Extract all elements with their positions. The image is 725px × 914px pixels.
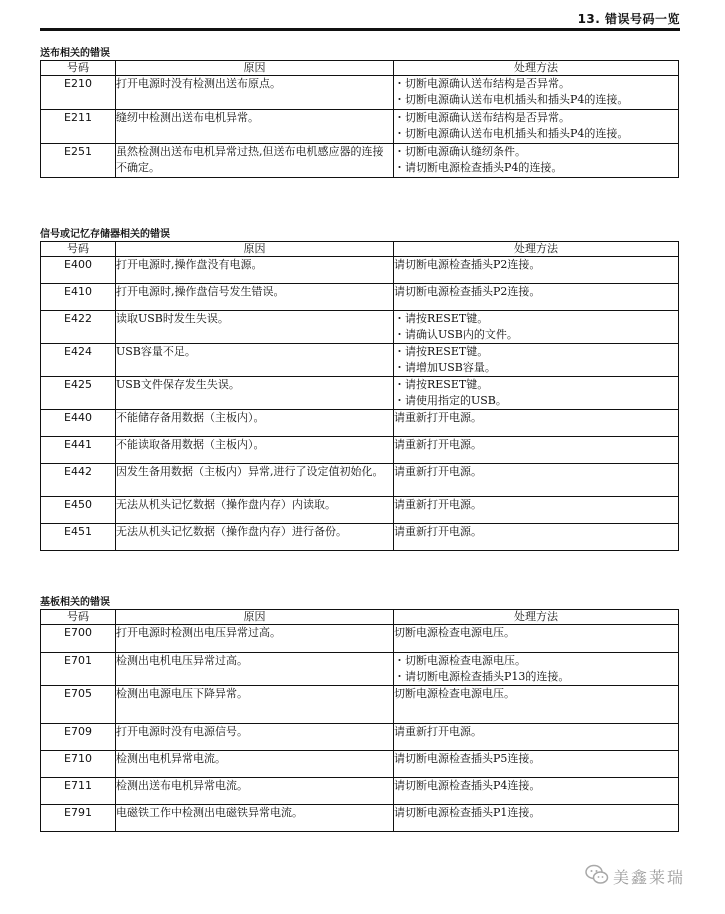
error-fix: 切断电源检查电源电压。	[394, 625, 679, 653]
table-row	[41, 653, 679, 686]
table-row	[41, 311, 679, 344]
error-cause: 打开电源时没有检测出送布原点。	[116, 76, 394, 110]
error-fix: 请重新打开电源。	[394, 497, 679, 524]
error-code: E711	[41, 778, 116, 805]
error-fix: 请重新打开电源。	[394, 724, 679, 751]
error-fix: ・切断电源确认缝纫条件。 ・请切断电源检查插头P4的连接。	[394, 144, 679, 178]
error-code: E400	[41, 257, 116, 284]
column-header-cause: 原因	[116, 610, 394, 625]
error-table-feed	[40, 60, 679, 178]
table-row	[41, 110, 679, 144]
section-title-signal: 信号或记忆存储器相关的错误	[40, 229, 170, 240]
table-row	[41, 464, 679, 497]
error-fix: 请重新打开电源。	[394, 464, 679, 497]
error-cause: 检测出送布电机异常电流。	[116, 778, 394, 805]
error-code: E442	[41, 464, 116, 497]
error-fix: ・请按RESET键。 ・请增加USB容量。	[394, 344, 679, 377]
error-code: E450	[41, 497, 116, 524]
error-cause: 无法从机头记忆数据（操作盘内存）内读取。	[116, 497, 394, 524]
error-code: E440	[41, 410, 116, 437]
table-row	[41, 377, 679, 410]
column-header-fix: 处理方法	[394, 610, 679, 625]
table-row	[41, 778, 679, 805]
error-cause: 缝纫中检测出送布电机异常。	[116, 110, 394, 144]
error-cause: 打开电源时,操作盘没有电源。	[116, 257, 394, 284]
table-row	[41, 805, 679, 832]
error-fix: 请切断电源检查插头P1连接。	[394, 805, 679, 832]
error-fix: 请重新打开电源。	[394, 524, 679, 551]
error-fix: 请重新打开电源。	[394, 410, 679, 437]
error-fix: 请切断电源检查插头P5连接。	[394, 751, 679, 778]
error-fix: ・切断电源确认送布结构是否异常。 ・切断电源确认送布电机插头和插头P4的连接。	[394, 110, 679, 144]
table-row	[41, 686, 679, 724]
error-code: E251	[41, 144, 116, 178]
table-row	[41, 497, 679, 524]
table-header-row	[41, 242, 679, 257]
error-table-board	[40, 609, 679, 832]
table-row	[41, 724, 679, 751]
table-row	[41, 410, 679, 437]
page-header	[40, 6, 680, 31]
error-code: E710	[41, 751, 116, 778]
error-cause: 打开电源时没有电源信号。	[116, 724, 394, 751]
error-code: E441	[41, 437, 116, 464]
column-header-cause: 原因	[116, 61, 394, 76]
table-row	[41, 751, 679, 778]
header-rule	[40, 28, 680, 31]
column-header-fix: 处理方法	[394, 61, 679, 76]
error-fix: ・请按RESET键。 ・请确认USB内的文件。	[394, 311, 679, 344]
error-cause: 读取USB时发生失误。	[116, 311, 394, 344]
error-fix: 请切断电源检查插头P2连接。	[394, 284, 679, 311]
error-code: E451	[41, 524, 116, 551]
error-code: E709	[41, 724, 116, 751]
error-code: E705	[41, 686, 116, 724]
error-cause: 检测出电机异常电流。	[116, 751, 394, 778]
table-row	[41, 144, 679, 178]
error-fix: ・请按RESET键。 ・请使用指定的USB。	[394, 377, 679, 410]
column-header-cause: 原因	[116, 242, 394, 257]
error-fix: ・切断电源确认送布结构是否异常。 ・切断电源确认送布电机插头和插头P4的连接。	[394, 76, 679, 110]
error-cause: 无法从机头记忆数据（操作盘内存）进行备份。	[116, 524, 394, 551]
error-fix: 请切断电源检查插头P2连接。	[394, 257, 679, 284]
error-cause: 电磁铁工作中检测出电磁铁异常电流。	[116, 805, 394, 832]
section-title-feed: 送布相关的错误	[40, 48, 110, 59]
column-header-code: 号码	[41, 242, 116, 257]
column-header-code: 号码	[41, 610, 116, 625]
error-code: E211	[41, 110, 116, 144]
error-cause: USB容量不足。	[116, 344, 394, 377]
table-row	[41, 437, 679, 464]
error-code: E701	[41, 653, 116, 686]
wechat-icon	[585, 864, 609, 886]
error-cause: 不能储存备用数据（主板内）。	[116, 410, 394, 437]
table-row	[41, 284, 679, 311]
error-fix: 请重新打开电源。	[394, 437, 679, 464]
error-code: E210	[41, 76, 116, 110]
error-code: E422	[41, 311, 116, 344]
error-table-signal	[40, 241, 679, 551]
section-title-board: 基板相关的错误	[40, 597, 110, 608]
column-header-fix: 处理方法	[394, 242, 679, 257]
table-row	[41, 76, 679, 110]
table-row	[41, 344, 679, 377]
error-fix: 切断电源检查电源电压。	[394, 686, 679, 724]
error-code: E424	[41, 344, 116, 377]
table-header-row	[41, 610, 679, 625]
column-header-code: 号码	[41, 61, 116, 76]
table-header-row	[41, 61, 679, 76]
error-cause: 因发生备用数据（主板内）异常,进行了设定值初始化。	[116, 464, 394, 497]
header-title: 13. 错误号码一览	[577, 12, 680, 26]
error-cause: 检测出电机电压异常过高。	[116, 653, 394, 686]
error-code: E791	[41, 805, 116, 832]
error-cause: 打开电源时检测出电压异常过高。	[116, 625, 394, 653]
error-cause: 虽然检测出送布电机异常过热,但送布电机感应器的连接不确定。	[116, 144, 394, 178]
error-code: E700	[41, 625, 116, 653]
watermark-text: 美鑫莱瑞	[613, 868, 686, 887]
table-row	[41, 257, 679, 284]
error-cause: 打开电源时,操作盘信号发生错误。	[116, 284, 394, 311]
error-cause: 不能读取备用数据（主板内）。	[116, 437, 394, 464]
error-fix: 请切断电源检查插头P4连接。	[394, 778, 679, 805]
watermark	[585, 862, 705, 888]
table-row	[41, 524, 679, 551]
table-row	[41, 625, 679, 653]
error-cause: USB文件保存发生失误。	[116, 377, 394, 410]
error-code: E425	[41, 377, 116, 410]
error-fix: ・切断电源检查电源电压。 ・请切断电源检查插头P13的连接。	[394, 653, 679, 686]
error-code: E410	[41, 284, 116, 311]
error-cause: 检测出电源电压下降异常。	[116, 686, 394, 724]
